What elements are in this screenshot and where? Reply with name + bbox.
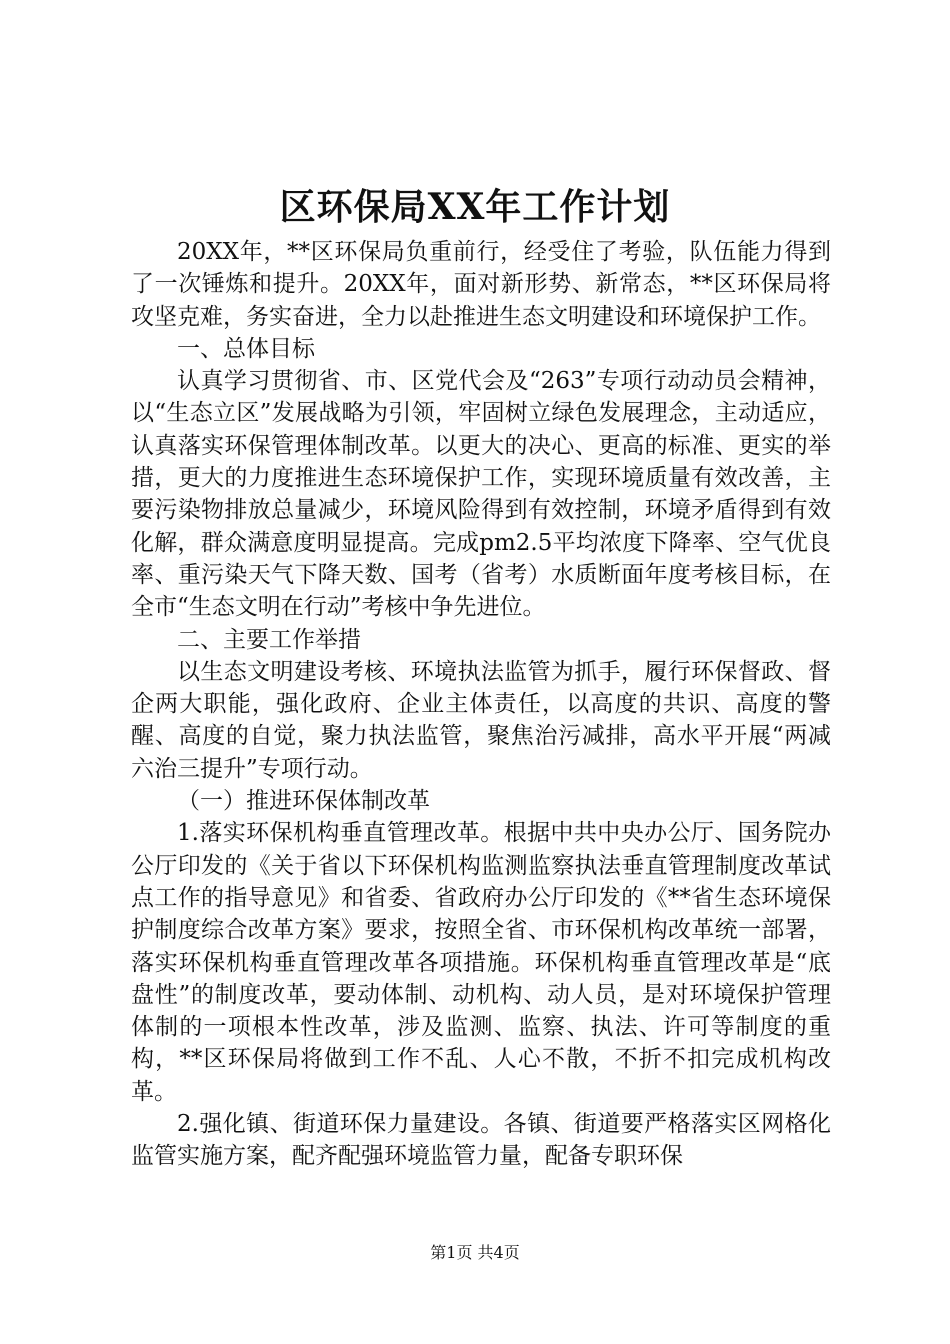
document-title: 区环保局XX年工作计划 [279, 186, 671, 228]
subheading-reform: （一）推进环保体制改革 [177, 788, 430, 815]
paragraph-intro: 20XX年，**区环保局负重前行，经受住了考验，队伍能力得到了一次锤炼和提升。20XX年，面对新形势、新常态，**区环保局将攻坚克难，务实奋进，全力以赴推进生态文明建设和环境保护工作。 [131, 239, 831, 330]
heading-main-measures: 二、主要工作举措 [177, 626, 361, 653]
heading-overall-goal: 一、总体目标 [177, 335, 315, 362]
page-footer: 第1页 共4页 [430, 1243, 520, 1262]
paragraph-main-measures: 以生态文明建设考核、环境执法监管为抓手，履行环保督政、督企两大职能，强化政府、企业主体责任，以高度的共识、高度的警醒、高度的自觉，聚力执法监管，聚焦治污减排，高水平开展“两减六治三提升”专项行动。 [131, 658, 831, 782]
document-body [131, 236, 831, 1173]
paragraph-overall-goal: 认真学习贯彻省、市、区党代会及“263”专项行动动员会精神，以“生态立区”发展战略为引领，牢固树立绿色发展理念，主动适应，认真落实环保管理体制改革。以更大的决心、更高的标准、更实的举措，更大的力度推进生态环境保护工作，实现环境质量有效改善，主要污染物排放总量减少，环境风险得到有效控制，环境矛盾得到有效化解，群众满意度明显提高。完成pm2.5平均浓度下降率、空气优良率、重污染天气下降天数、国考（省考）水质断面年度考核目标，在全市“生态文明在行动”考核中争先进位。 [131, 368, 831, 621]
paragraph-item-2: 2.强化镇、街道环保力量建设。各镇、街道要严格落实区网格化监管实施方案，配齐配强环境监管力量，配备专职环保 [131, 1111, 831, 1170]
paragraph-item-1: 1.落实环保机构垂直管理改革。根据中共中央办公厅、国务院办公厅印发的《关于省以下环保机构监测监察执法垂直管理制度改革试点工作的指导意见》和省委、省政府办公厅印发的《**省生态环境保护制度综合改革方案》要求，按照全省、市环保机构改革统一部署，落实环保机构垂直管理改革各项措施。环保机构垂直管理改革是“底盘性”的制度改革，要动体制、动机构、动人员，是对环境保护管理体制的一项根本性改革，涉及监测、监察、执法、许可等制度的重构，**区环保局将做到工作不乱、人心不散，不折不扣完成机构改革。 [131, 820, 831, 1105]
